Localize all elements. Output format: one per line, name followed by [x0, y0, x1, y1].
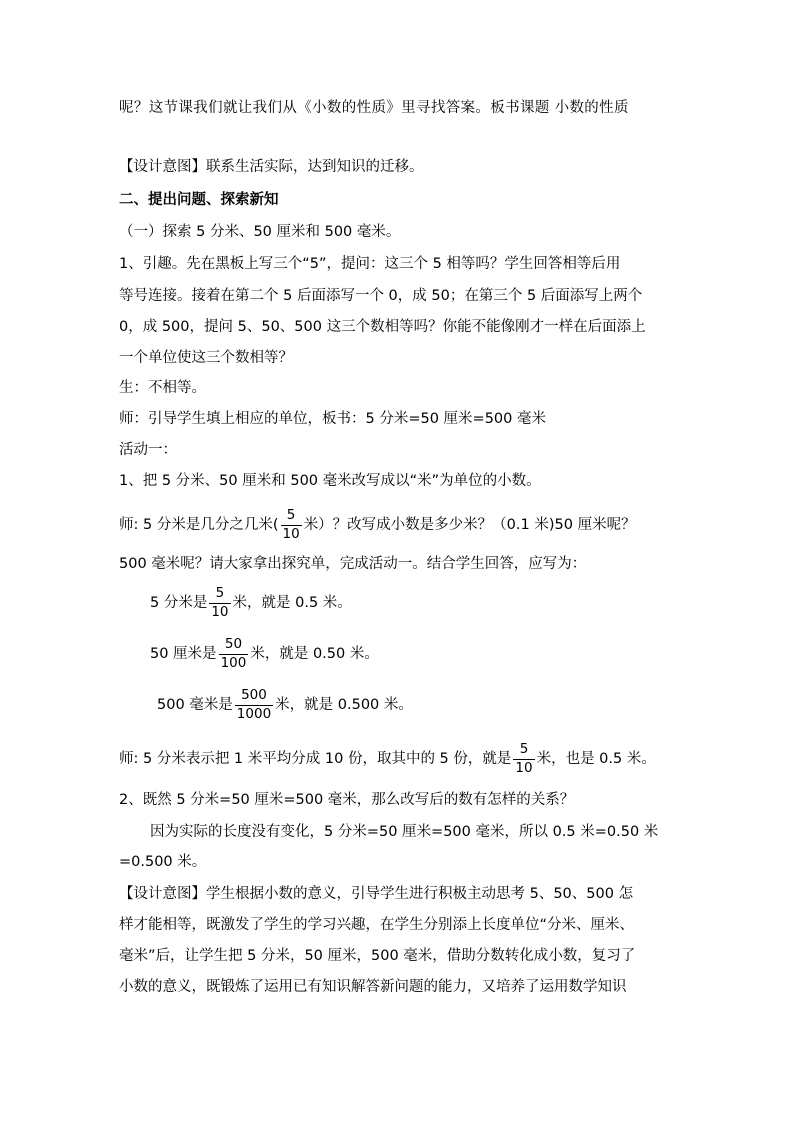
fraction-denominator: 100	[220, 654, 247, 671]
text-segment: 500 毫米是	[157, 697, 233, 713]
subsection-heading: （一）探索 5 分米、50 厘米和 500 毫米。	[119, 224, 401, 240]
text-line: 一个单位使这三个数相等？	[119, 350, 293, 366]
text-line: =0.500 米。	[119, 854, 207, 870]
text-line: 1、引趣。先在黑板上写三个“5”，提问：这三个 5 相等吗？学生回答相等后用	[119, 256, 621, 272]
text-line: 等号连接。接着在第二个 5 后面添写一个 0，成 50；在第三个 5 后面添写上两个	[119, 288, 643, 304]
fraction-denominator: 10	[211, 603, 229, 620]
text-line: 因为实际的长度没有变化，5 分米=50 厘米=500 毫米，所以 0.5 米=0.50 米	[150, 824, 659, 840]
text-line: 2、既然 5 分米=50 厘米=500 毫米，那么改写后的数有怎样的关系？	[119, 792, 575, 808]
text-segment: 米，就是 0.500 米。	[275, 697, 413, 713]
fraction	[281, 509, 302, 541]
text-line: 小数的意义，既锻炼了运用已有知识解答新问题的能力，又培养了运用数学知识	[119, 979, 627, 995]
teacher-explanation-line	[119, 743, 656, 775]
design-intent-line: 【设计意图】学生根据小数的意义，引导学生进行积极主动思考 5、50、500 怎	[119, 886, 634, 902]
text-segment: 米，就是 0.5 米。	[232, 595, 352, 611]
fraction-numerator: 500	[241, 687, 267, 703]
fraction-numerator: 50	[224, 636, 243, 652]
answer-line-3	[157, 689, 413, 721]
teacher-line: 师：引导学生填上相应的单位，板书：5 分米=50 厘米=500 毫米	[119, 411, 546, 427]
fraction-denominator: 10	[515, 759, 533, 776]
fraction-numerator: 5	[286, 507, 296, 523]
text-segment: 米，就是 0.50 米。	[250, 646, 379, 662]
text-line: 0，成 500，提问 5、50、500 这三个数相等吗？你能不能像刚才一样在后面添上	[119, 319, 646, 335]
text-segment: 米，也是 0.5 米。	[536, 751, 656, 767]
text-line: 呢？这节课我们就让我们从《小数的性质》里寻找答案。板书课题 小数的性质	[119, 100, 629, 116]
section-heading: 二、提出问题、探索新知	[119, 192, 279, 208]
answer-line-1	[150, 587, 352, 619]
fraction	[513, 743, 534, 775]
text-segment: 师: 5 分米是几分之几米(	[119, 517, 279, 533]
text-segment: 50 厘米是	[150, 646, 217, 662]
student-answer-line: 生：不相等。	[119, 380, 206, 396]
design-intent-line: 【设计意图】联系生活实际，达到知识的迁移。	[119, 159, 424, 175]
fraction	[219, 638, 249, 670]
fraction	[235, 689, 273, 721]
text-segment: 5 分米是	[150, 595, 208, 611]
fraction	[209, 587, 230, 619]
text-line: 毫米”后，让学生把 5 分米，50 厘米，500 毫米，借助分数转化成小数，复习了	[119, 948, 636, 964]
text-line: 样才能相等，既激发了学生的学习兴趣，在学生分别添上长度单位“分米、厘米、	[119, 917, 635, 933]
fraction-denominator: 10	[282, 525, 300, 542]
text-line: 1、把 5 分米、50 厘米和 500 毫米改写成以“米”为单位的小数。	[119, 473, 541, 489]
fraction-numerator: 5	[519, 741, 529, 757]
text-line: 500 毫米呢？请大家拿出探究单，完成活动一。结合学生回答，应写为：	[119, 556, 587, 572]
text-segment: 师: 5 分米表示把 1 米平均分成 10 份，取其中的 5 份，就是	[119, 751, 512, 767]
fraction-denominator: 1000	[236, 705, 272, 722]
text-segment: 米）？改写成小数是多少米？（0.1 米)50 厘米呢？	[303, 517, 636, 533]
answer-line-2	[150, 638, 379, 670]
activity-heading: 活动一：	[119, 442, 177, 458]
fraction-numerator: 5	[215, 585, 225, 601]
teacher-question-line	[119, 509, 636, 541]
